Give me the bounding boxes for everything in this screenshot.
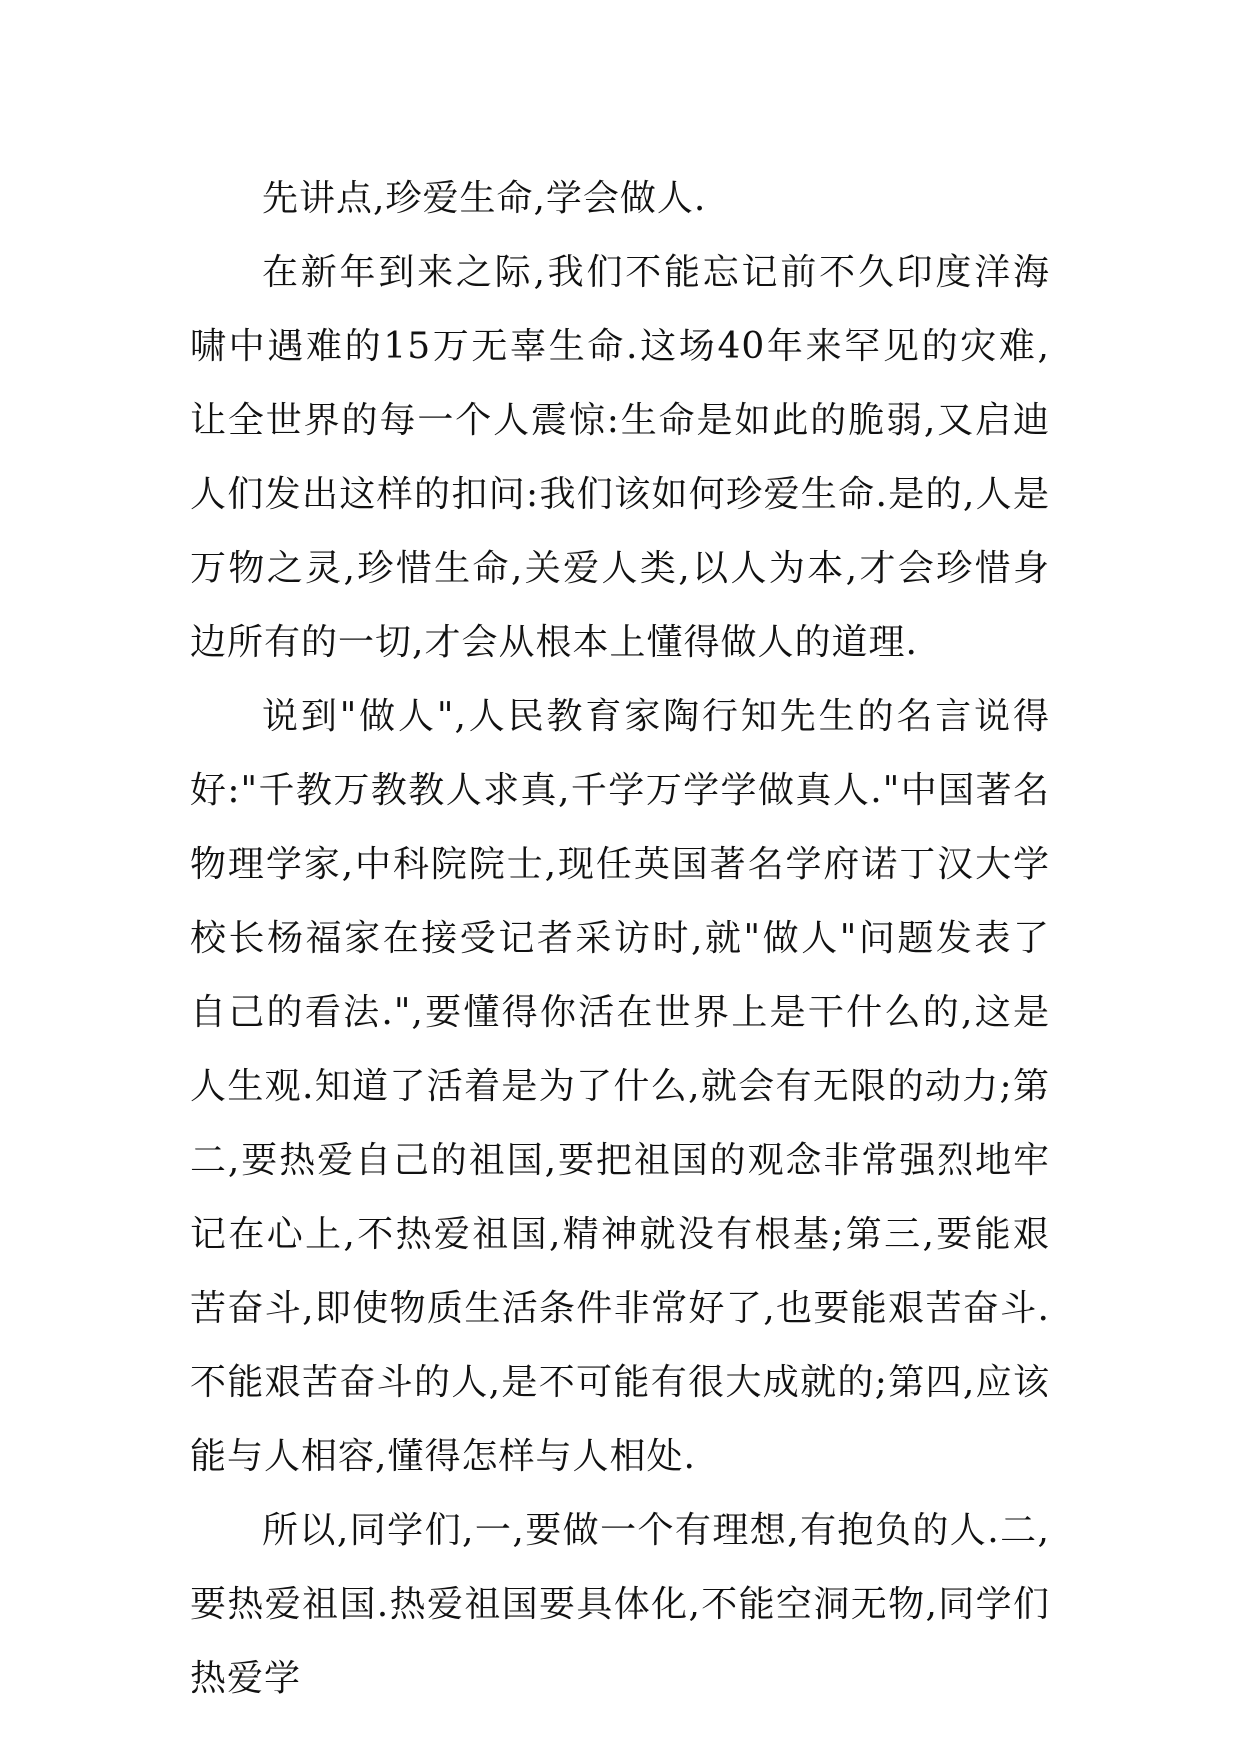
paragraph-being-a-person: 说到"做人",人民教育家陶行知先生的名言说得好:"千教万教教人求真,千学万学学做真人."中国著名物理学家,中科院院士,现任英国著名学府诺丁汉大学校长杨福家在接受记者采访时,就"做人"问题发表了自己的看法.",要懂得你活在世界上是干什么的,这是人生观.知道了活着是为了什么,就会有无限的动力;第二,要热爱自己的祖国,要把祖国的观念非常强烈地牢记在心上,不热爱祖国,精神就没有根基;第三,要能艰苦奋斗,即使物质生活条件非常好了,也要能艰苦奋斗.不能艰苦奋斗的人,是不可能有很大成就的;第四,应该能与人相容,懂得怎样与人相处. [190,696,1050,1477]
document-body [190,162,1050,1716]
paragraph-intro: 先讲点,珍爱生命,学会做人. [262,178,707,219]
paragraph-tsunami: 在新年到来之际,我们不能忘记前不久印度洋海啸中遇难的15万无辜生命.这场40年来罕见的灾难,让全世界的每一个人震惊:生命是如此的脆弱,又启迪人们发出这样的扣问:我们该如何珍爱生命.是的,人是万物之灵,珍惜生命,关爱人类,以人为本,才会珍惜身边所有的一切,才会从根本上懂得做人的道理. [190,252,1050,663]
paragraph-conclusion: 所以,同学们,一,要做一个有理想,有抱负的人.二,要热爱祖国.热爱祖国要具体化,不能空洞无物,同学们热爱学 [190,1510,1050,1699]
